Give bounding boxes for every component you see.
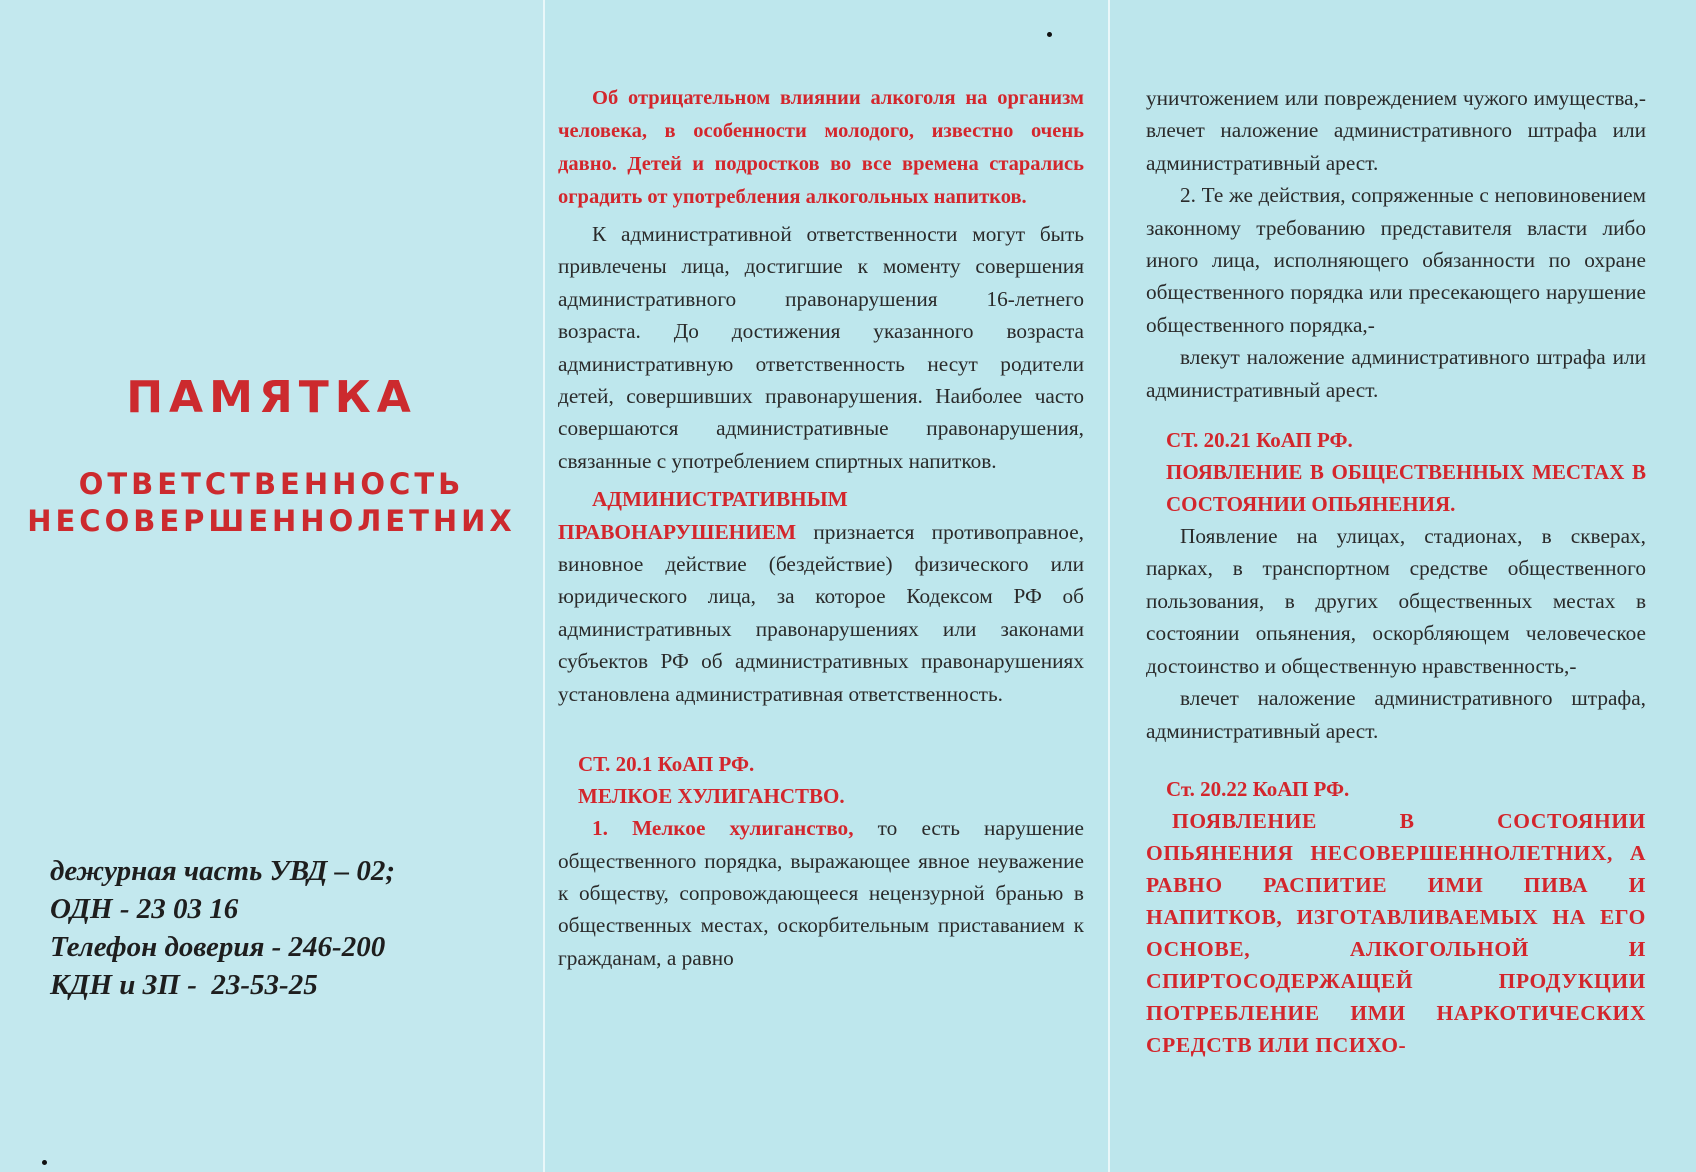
contact-line: дежурная часть УВД – 02;: [50, 855, 396, 887]
leaflet-title: ПАМЯТКА: [126, 372, 417, 423]
punch-mark: [42, 1160, 47, 1165]
intro-paragraph: Об отрицательном влиянии алкоголя на организм человека, в особенности молодого, известно очень давно. Детей и подростков во все времена старались оградить от употребления алкогольных напитков.: [558, 87, 1084, 208]
subtitle-line: ОТВЕТСТВЕННОСТЬ: [78, 467, 465, 501]
item-2-number: 2.: [1180, 183, 1196, 208]
continuation-paragraph: уничтожением или повреждением чужого имущества,- влечет наложение административного штрафа или административный арест.: [1146, 86, 1646, 175]
article-20-21-title: ПОЯВЛЕНИЕ В ОБЩЕСТВЕННЫХ МЕСТАХ В СОСТОЯНИИ ОПЬЯНЕНИЯ.: [1166, 460, 1646, 517]
fold-line-2: [1108, 0, 1110, 1172]
definition-term: АДМИНИСТРАТИВНЫМ ПРАВОНАРУШЕНИЕМ: [558, 487, 848, 544]
article-20-21-number: СТ. 20.21 КоАП РФ.: [1166, 428, 1353, 453]
item-2-penalty: влекут наложение административного штрафа или административный арест.: [1146, 345, 1646, 402]
article-20-1-number: СТ. 20.1 КоАП РФ.: [578, 752, 755, 777]
item-1-text: то есть нарушение общественного порядка, выражающее явное неуважение к обществу, сопровождающееся нецензурной бранью в общественных местах, оскорбительным приставанием к гражданам, а равно: [558, 816, 1084, 970]
contact-line: Телефон доверия - 246-200: [50, 931, 386, 963]
item-2-text: Те же действия, сопряженные с неповиновением законному требованию представителя власти либо иного лица, исполняющего обязанности по охране общественного порядка или пресекающего нарушение общественного порядка,-: [1146, 183, 1646, 337]
contact-line: КДН и ЗП - 23-53-25: [50, 969, 318, 1001]
article-20-21-penalty: влечет наложение административного штрафа, административный арест.: [1146, 686, 1646, 743]
article-20-22-number: Ст. 20.22 КоАП РФ.: [1166, 776, 1350, 801]
item-1-label: 1. Мелкое хулиганство,: [592, 816, 854, 841]
subtitle-line: НЕСОВЕРШЕННОЛЕТНИХ: [27, 504, 516, 538]
punch-mark: [1047, 32, 1052, 37]
right-column: [1146, 82, 1646, 1061]
fold-line-1: [543, 0, 545, 1172]
leaflet-subtitle: [0, 466, 543, 540]
contacts-block: [50, 852, 395, 1004]
middle-column: [558, 82, 1084, 974]
article-20-21-text: Появление на улицах, стадионах, в скверах, парках, в транспортном средстве общественного пользования, в других общественных местах в состоянии опьянения, оскорбляющем человеческое достоинство и общественную нравственность,-: [1146, 524, 1646, 678]
definition-paragraph: [558, 483, 1084, 710]
article-20-22-title: ПОЯВЛЕНИЕ В СОСТОЯНИИ ОПЬЯНЕНИЯ НЕСОВЕРШЕННОЛЕТНИХ, А РАВНО РАСПИТИЕ ИМИ ПИВА И НАПИТКОВ, ИЗГОТАВЛИВАЕМЫХ НА ЕГО ОСНОВЕ, АЛКОГОЛЬНОЙ И СПИРТОСОДЕРЖАЩЕЙ ПРОДУКЦИИ ПОТРЕБЛЕНИЕ ИМИ НАРКОТИЧЕСКИХ СРЕДСТВ ИЛИ ПСИХО-: [1146, 808, 1646, 1057]
article-20-1-title: МЕЛКОЕ ХУЛИГАНСТВО.: [578, 784, 845, 809]
paragraph-responsibility: К административной ответственности могут быть привлечены лица, достигшие к моменту совершения административного правонарушения 16-летнего возраста. До достижения указанного возраста административную ответственность несут родители детей, совершивших правонарушения. Наиболее часто совершаются административные правонарушения, связанные с употреблением спиртных напитков.: [558, 222, 1084, 473]
article-20-1-item-1: [558, 812, 1084, 974]
contact-line: ОДН - 23 03 16: [50, 893, 239, 925]
definition-text: признается противоправное, виновное действие (бездействие) физического или юридического лица, за которое Кодексом РФ об административных правонарушениях или законами субъектов РФ об административных правонарушениях установлена административная ответственность.: [558, 519, 1084, 706]
article-20-1-item-2: [1146, 179, 1646, 341]
